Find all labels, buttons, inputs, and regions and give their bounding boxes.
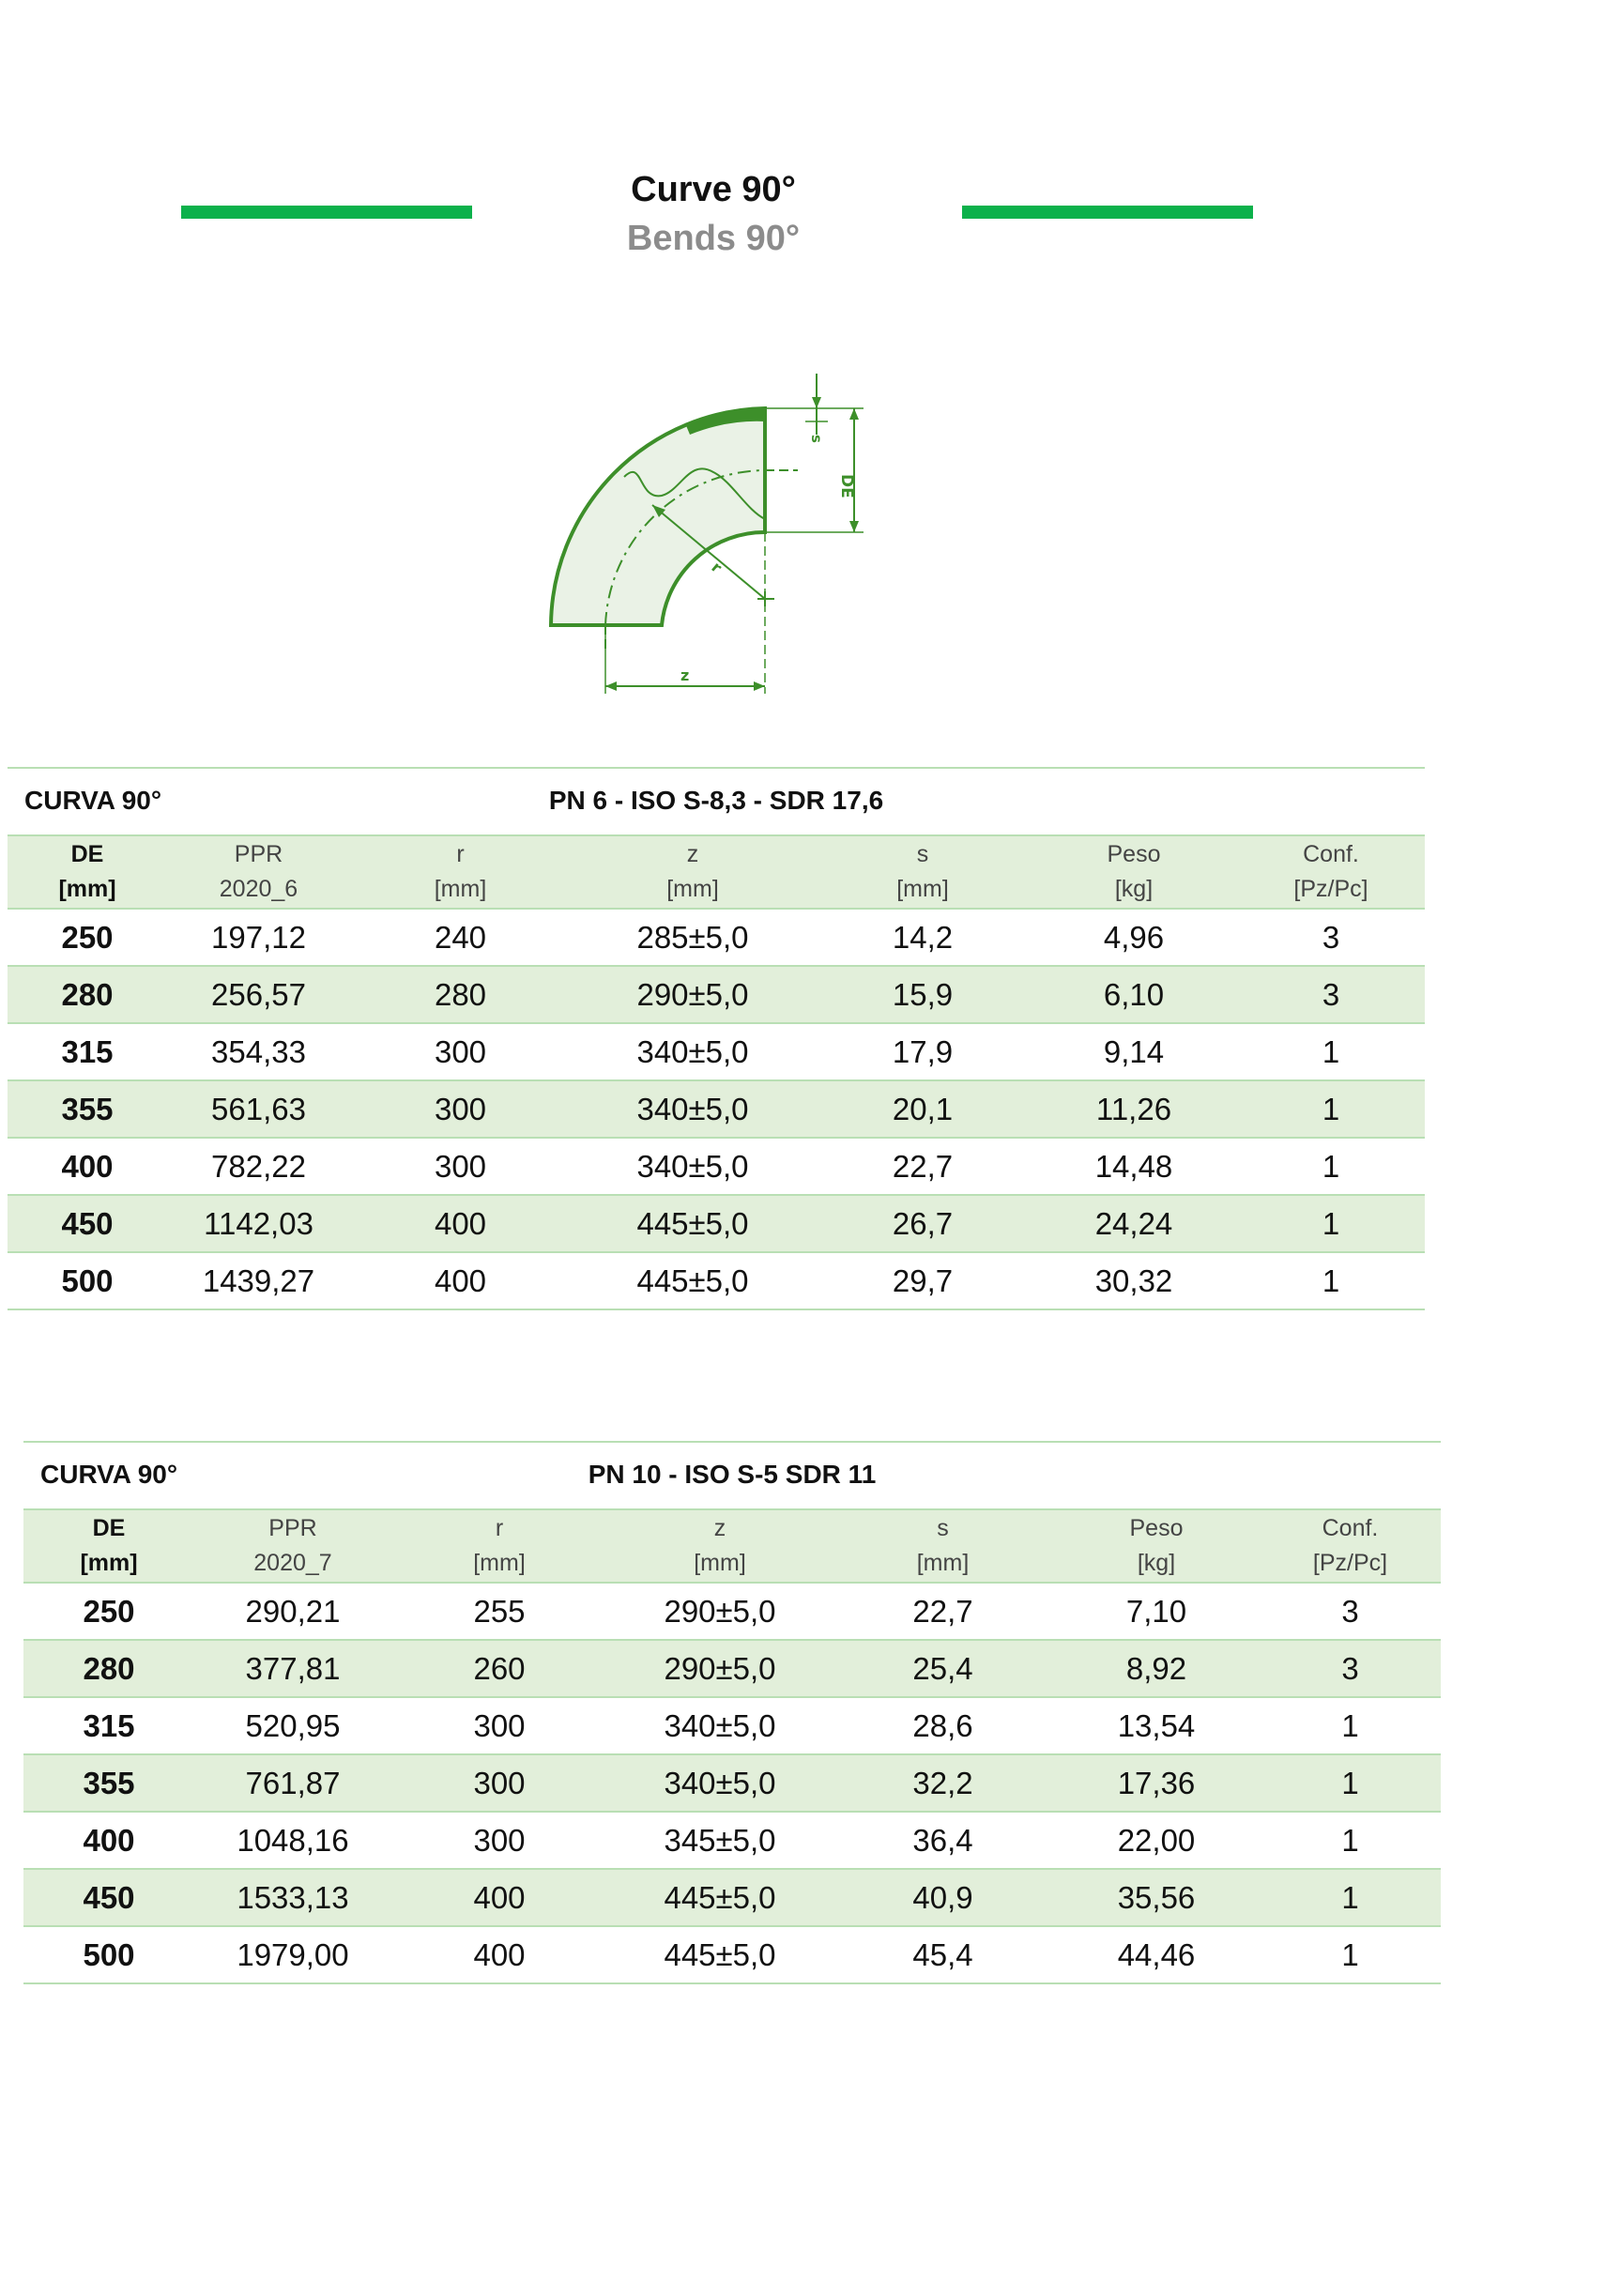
cell-peso: 17,36 <box>1117 1765 1196 1800</box>
cell-s: 20,1 <box>892 1091 954 1126</box>
cell-peso: 44,46 <box>1117 1936 1196 1972</box>
cell-s: 28,6 <box>912 1707 973 1743</box>
column-header-label: Conf. <box>1303 841 1359 867</box>
cell-ppr: 1533,13 <box>237 1879 349 1915</box>
cell-ppr: 1142,03 <box>204 1205 313 1241</box>
page-subtitle: Bends 90° <box>626 219 801 258</box>
column-header-label: z <box>713 1515 726 1541</box>
column-header-unit: [mm] <box>916 1550 970 1576</box>
bend-drawing-icon <box>540 369 868 709</box>
column-header-label: DE <box>92 1515 126 1541</box>
cell-de: 315 <box>83 1707 135 1743</box>
drawing-label-de: DE <box>837 474 856 498</box>
column-header-unit: [Pz/Pc] <box>1312 1550 1388 1576</box>
cell-s: 40,9 <box>912 1879 973 1915</box>
table-row <box>8 967 1425 1024</box>
cell-z: 445±5,0 <box>636 1263 749 1298</box>
cell-conf: 1 <box>1341 1822 1359 1858</box>
column-header-de <box>23 1511 194 1581</box>
cell-z: 340±5,0 <box>664 1765 776 1800</box>
cell-conf: 1 <box>1322 1091 1340 1126</box>
column-header-row <box>8 834 1425 910</box>
cell-conf: 3 <box>1341 1650 1359 1686</box>
cell-s: 22,7 <box>912 1593 973 1629</box>
cell-z: 290±5,0 <box>664 1593 776 1629</box>
column-header-z <box>571 837 815 907</box>
table-name: CURVA 90° <box>24 786 162 815</box>
column-header-label: z <box>686 841 699 867</box>
column-header-label: PPR <box>234 841 283 867</box>
cell-z: 290±5,0 <box>636 976 749 1012</box>
cell-peso: 11,26 <box>1095 1091 1172 1126</box>
column-header-label: r <box>495 1515 504 1541</box>
cell-ppr: 354,33 <box>211 1033 306 1069</box>
column-header-label: s <box>916 841 929 867</box>
table-body <box>8 910 1425 1310</box>
cell-de: 355 <box>61 1091 114 1126</box>
cell-peso: 30,32 <box>1094 1263 1173 1298</box>
cell-z: 290±5,0 <box>664 1650 776 1686</box>
cell-r: 255 <box>473 1593 526 1629</box>
cell-de: 280 <box>83 1650 135 1686</box>
cell-r: 300 <box>434 1148 487 1184</box>
cell-de: 500 <box>83 1936 135 1972</box>
table-row <box>23 1755 1441 1813</box>
column-header-ppr <box>194 1511 391 1581</box>
table-heading <box>23 1441 1441 1508</box>
table-row <box>23 1927 1441 1984</box>
cell-peso: 24,24 <box>1094 1205 1173 1241</box>
table-row <box>8 1139 1425 1196</box>
column-header-peso <box>1031 837 1237 907</box>
cell-peso: 4,96 <box>1103 919 1165 955</box>
cell-peso: 9,14 <box>1103 1033 1165 1069</box>
cell-r: 400 <box>473 1879 526 1915</box>
column-header-label: DE <box>70 841 104 867</box>
table-row <box>23 1870 1441 1927</box>
column-header-label: s <box>937 1515 949 1541</box>
column-header-unit: [mm] <box>80 1550 138 1576</box>
column-header-conf <box>1237 837 1425 907</box>
cell-z: 340±5,0 <box>664 1707 776 1743</box>
cell-conf: 3 <box>1341 1593 1359 1629</box>
table-row <box>23 1641 1441 1698</box>
cell-r: 400 <box>434 1263 487 1298</box>
column-header-label: r <box>456 841 465 867</box>
cell-z: 285±5,0 <box>636 919 749 955</box>
column-header-unit: 2020_6 <box>219 876 298 902</box>
table-row <box>8 1253 1425 1310</box>
column-header-z <box>607 1511 833 1581</box>
cell-conf: 1 <box>1341 1936 1359 1972</box>
cell-conf: 1 <box>1341 1765 1359 1800</box>
cell-r: 300 <box>473 1707 526 1743</box>
cell-z: 340±5,0 <box>636 1033 749 1069</box>
cell-peso: 22,00 <box>1117 1822 1196 1858</box>
column-header-s <box>815 837 1031 907</box>
table-row <box>8 910 1425 967</box>
cell-s: 15,9 <box>892 976 954 1012</box>
cell-peso: 14,48 <box>1094 1148 1173 1184</box>
column-header-conf <box>1260 1511 1441 1581</box>
cell-conf: 1 <box>1341 1879 1359 1915</box>
pressure-class: PN 10 - ISO S-5 SDR 11 <box>588 1460 877 1489</box>
cell-de: 280 <box>61 976 114 1012</box>
drawing-label-r: r <box>708 558 726 577</box>
column-header-unit: 2020_7 <box>253 1550 332 1576</box>
column-header-unit: [mm] <box>434 876 487 902</box>
cell-de: 500 <box>61 1263 114 1298</box>
cell-z: 340±5,0 <box>636 1148 749 1184</box>
table-heading <box>8 767 1425 834</box>
cell-de: 315 <box>61 1033 114 1069</box>
cell-conf: 1 <box>1322 1263 1340 1298</box>
cell-conf: 1 <box>1322 1148 1340 1184</box>
cell-r: 400 <box>473 1936 526 1972</box>
cell-ppr: 782,22 <box>211 1148 306 1184</box>
cell-conf: 1 <box>1341 1707 1359 1743</box>
cell-ppr: 197,12 <box>211 919 306 955</box>
cell-ppr: 561,63 <box>211 1091 306 1126</box>
column-header-unit: [mm] <box>473 1550 526 1576</box>
column-header-ppr <box>167 837 350 907</box>
cell-peso: 13,54 <box>1117 1707 1196 1743</box>
pressure-class: PN 6 - ISO S-8,3 - SDR 17,6 <box>548 786 884 815</box>
cell-s: 25,4 <box>912 1650 973 1686</box>
drawing-label-z: z <box>680 666 690 684</box>
table-row <box>23 1584 1441 1641</box>
cell-ppr: 377,81 <box>245 1650 341 1686</box>
cell-ppr: 1048,16 <box>237 1822 349 1858</box>
cell-ppr: 520,95 <box>245 1707 341 1743</box>
cell-s: 22,7 <box>892 1148 954 1184</box>
cell-ppr: 761,87 <box>245 1765 341 1800</box>
cell-r: 300 <box>473 1765 526 1800</box>
table-row <box>23 1698 1441 1755</box>
table-name: CURVA 90° <box>40 1460 178 1489</box>
cell-peso: 8,92 <box>1125 1650 1187 1686</box>
spec-table-pn6 <box>8 767 1425 1310</box>
right-accent-rule <box>962 206 1253 219</box>
column-header-unit: [mm] <box>58 876 116 902</box>
column-header-unit: [Pz/Pc] <box>1293 876 1368 902</box>
cell-r: 240 <box>434 919 487 955</box>
cell-de: 400 <box>61 1148 114 1184</box>
cell-r: 300 <box>473 1822 526 1858</box>
cell-s: 17,9 <box>892 1033 954 1069</box>
column-header-r <box>391 1511 607 1581</box>
cell-s: 29,7 <box>892 1263 954 1298</box>
column-header-unit: [mm] <box>694 1550 746 1576</box>
cell-peso: 7,10 <box>1125 1593 1187 1629</box>
cell-z: 445±5,0 <box>664 1879 776 1915</box>
cell-r: 300 <box>434 1033 487 1069</box>
column-header-label: Peso <box>1129 1515 1184 1541</box>
cell-de: 450 <box>61 1205 114 1241</box>
cell-r: 300 <box>434 1091 487 1126</box>
cell-de: 355 <box>83 1765 135 1800</box>
cell-de: 400 <box>83 1822 135 1858</box>
cell-z: 445±5,0 <box>664 1936 776 1972</box>
cell-ppr: 256,57 <box>211 976 306 1012</box>
cell-r: 400 <box>434 1205 487 1241</box>
spec-table-pn10 <box>23 1441 1441 1984</box>
cell-de: 250 <box>83 1593 135 1629</box>
cell-s: 14,2 <box>892 919 954 955</box>
cell-conf: 1 <box>1322 1205 1340 1241</box>
cell-s: 36,4 <box>912 1822 973 1858</box>
drawing-label-s: s <box>808 435 825 443</box>
table-row <box>8 1024 1425 1081</box>
cell-s: 45,4 <box>912 1936 973 1972</box>
column-header-row <box>23 1508 1441 1584</box>
cell-z: 340±5,0 <box>636 1091 749 1126</box>
column-header-r <box>350 837 571 907</box>
cell-peso: 35,56 <box>1117 1879 1196 1915</box>
cell-z: 345±5,0 <box>664 1822 776 1858</box>
cell-peso: 6,10 <box>1103 976 1165 1012</box>
column-header-unit: [mm] <box>666 876 719 902</box>
column-header-unit: [mm] <box>896 876 949 902</box>
cell-ppr: 1979,00 <box>237 1936 349 1972</box>
cell-r: 280 <box>434 976 487 1012</box>
table-body <box>23 1584 1441 1984</box>
table-row <box>8 1081 1425 1139</box>
cell-ppr: 290,21 <box>245 1593 341 1629</box>
cell-s: 26,7 <box>892 1205 954 1241</box>
column-header-label: Peso <box>1107 841 1161 867</box>
cell-conf: 3 <box>1322 919 1340 955</box>
column-header-unit: [kg] <box>1137 1550 1176 1576</box>
column-header-unit: [kg] <box>1114 876 1154 902</box>
column-header-peso <box>1053 1511 1260 1581</box>
column-header-label: Conf. <box>1322 1515 1379 1541</box>
cell-conf: 1 <box>1322 1033 1340 1069</box>
table-row <box>8 1196 1425 1253</box>
cell-conf: 3 <box>1322 976 1340 1012</box>
cell-z: 445±5,0 <box>636 1205 749 1241</box>
left-accent-rule <box>181 206 472 219</box>
column-header-s <box>833 1511 1053 1581</box>
cell-ppr: 1439,27 <box>202 1263 315 1298</box>
cell-de: 450 <box>83 1879 135 1915</box>
table-row <box>23 1813 1441 1870</box>
column-header-label: PPR <box>268 1515 317 1541</box>
column-header-de <box>8 837 167 907</box>
page-title: Curve 90° <box>631 170 796 209</box>
cell-s: 32,2 <box>912 1765 973 1800</box>
cell-de: 250 <box>61 919 114 955</box>
cell-r: 260 <box>473 1650 526 1686</box>
title-block <box>526 165 901 263</box>
